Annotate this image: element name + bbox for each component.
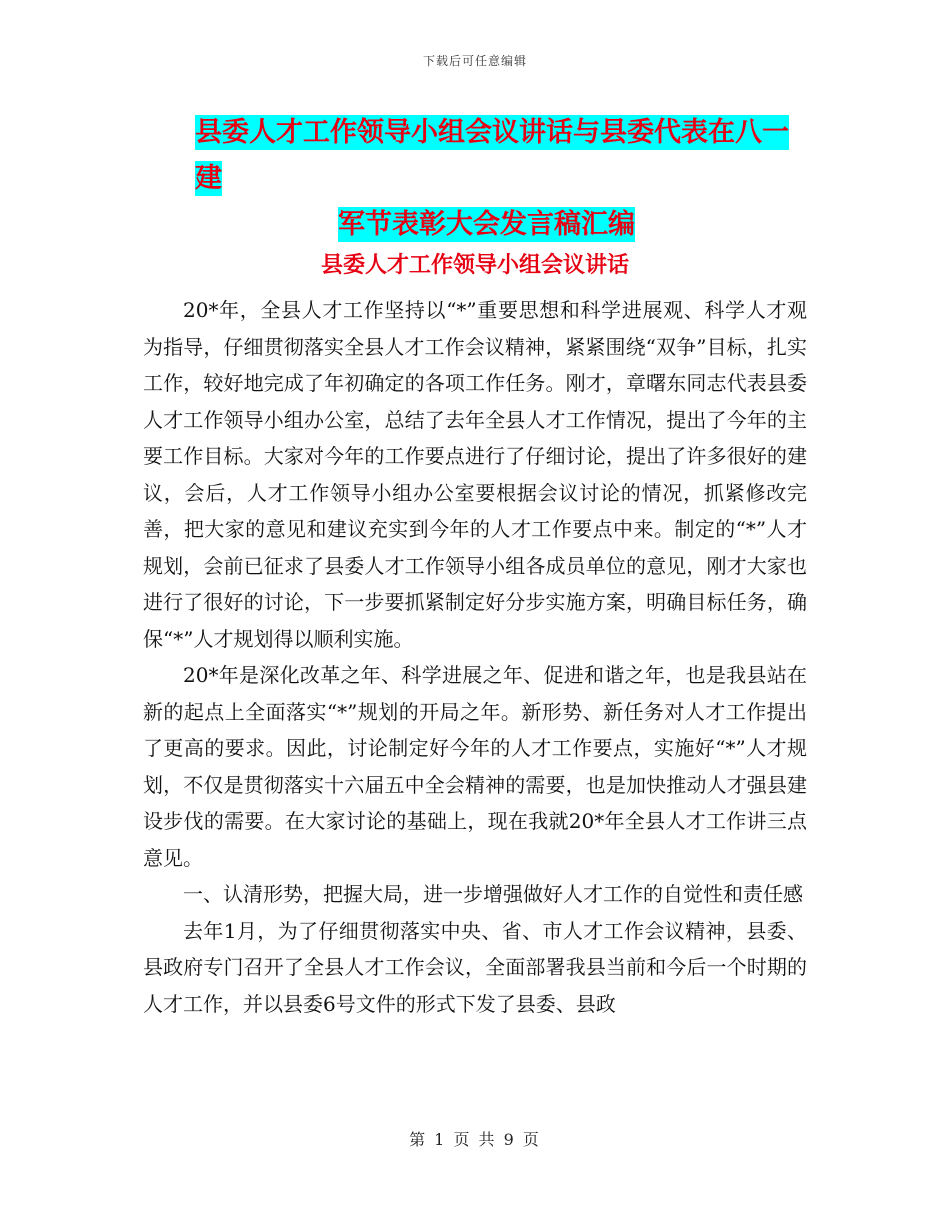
- document-title: [195, 110, 815, 248]
- title-line-2: 军节表彰大会发言稿汇编: [338, 209, 635, 240]
- paragraph: 去年1月，为了仔细贯彻落实中央、省、市人才工作会议精神，县委、县政府专门召开了全县人才工作会议，全面部署我县当前和今后一个时期的人才工作，并以县委6号文件的形式下发了县委、县政: [143, 918, 807, 1016]
- header-note: 下载后可任意编辑: [422, 54, 527, 68]
- paragraph: 一、认清形势，把握大局，进一步增强做好人才工作的自觉性和责任感: [183, 882, 803, 906]
- page-footer: 第 1 页 共 9 页: [409, 1130, 541, 1149]
- paragraph: 20*年是深化改革之年、科学进展之年、促进和谐之年，也是我县站在新的起点上全面落实“*”规划的开局之年。新形势、新任务对人才工作提出了更高的要求。因此，讨论制定好今年的人才工作要点，实施好“*”人才规划，不仅是贯彻落实十六届五中全会精神的需要，也是加快推动人才强县建设步伐的需要。在大家讨论的基础上，现在我就20*年全县人才工作讲三点意见。: [143, 663, 807, 870]
- body-text: [143, 292, 807, 1022]
- section-title: 县委人才工作领导小组会议讲话: [320, 253, 629, 278]
- paragraph: 20*年，全县人才工作坚持以“*”重要思想和科学进展观、科学人才观为指导，仔细贯彻落实全县人才工作会议精神，紧紧围绕“双争”目标，扎实工作，较好地完成了年初确定的各项工作任务。刚才，章曙东同志代表县委人才工作领导小组办公室，总结了去年全县人才工作情况，提出了今年的主要工作目标。大家对今年的工作要点进行了仔细讨论，提出了许多很好的建议，会后，人才工作领导小组办公室要根据会议讨论的情况，抓紧修改完善，把大家的意见和建议充实到今年的人才工作要点中来。制定的“*”人才规划，会前已征求了县委人才工作领导小组各成员单位的意见，刚才大家也进行了很好的讨论，下一步要抓紧制定好分步实施方案，明确目标任务，确保“*”人才规划得以顺利实施。: [143, 298, 807, 651]
- title-line-1: 县委人才工作领导小组会议讲话与县委代表在八一建: [195, 117, 789, 194]
